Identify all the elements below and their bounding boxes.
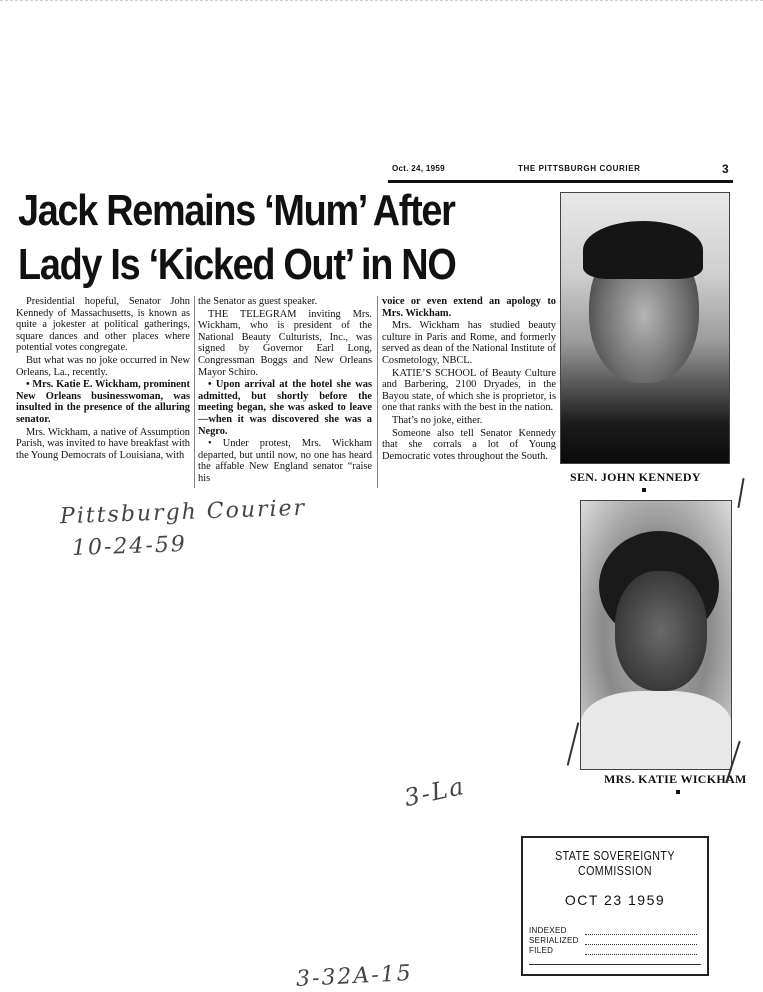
pen-stroke [567, 722, 580, 765]
stamp-filed-label: FILED [529, 946, 554, 955]
portrait-face [615, 571, 707, 691]
article-headline [18, 184, 482, 292]
paragraph: Presidential hopeful, Senator John Kennedy of Massachusetts, is known as quite a jokester at political gatherings, square dances and other places where potential votes congregate. [16, 296, 190, 354]
stamp-field-line [585, 954, 697, 955]
column-divider [377, 296, 378, 488]
stamp-field-line [585, 934, 697, 935]
headline-line-2: Lady Is ‘Kicked Out’ in NO [18, 240, 456, 289]
kennedy-photo-caption: SEN. JOHN KENNEDY [570, 470, 701, 484]
paragraph: But what was no joke occurred in New Orleans, La., recently. [16, 354, 190, 378]
stamp-date: OCT 23 1959 [564, 892, 666, 908]
paragraph: THE TELEGRAM inviting Mrs. Wickham, who is president of the National Beauty Culturists, Inc., was signed by Governor Earl Long, Congressman Boggs and New Orleans Mayor Schiro. [198, 308, 372, 378]
paragraph: Someone also tell Senator Kennedy that she corrals a lot of Young Democratic votes throughout the South. [382, 427, 556, 462]
caption-bullet [642, 488, 646, 492]
portrait-hair [583, 221, 703, 279]
paragraph: • Mrs. Katie E. Wickham, prominent New Orleans businesswoman, was insulted in the presence of the alluring senator. [16, 379, 190, 425]
top-dashed-border [0, 0, 763, 1]
portrait-shoulders [581, 691, 731, 770]
caption-bullet [676, 790, 680, 794]
masthead-page-number: 3 [722, 162, 729, 176]
stamp-bottom-rule [529, 964, 701, 965]
masthead-date: Oct. 24, 1959 [392, 164, 445, 173]
stamp-indexed-label: INDEXED [529, 926, 567, 935]
paragraph: Mrs. Wickham, a native of Assumption Parish, was invited to have breakfast with the Young Democrats of Louisiana, with [16, 426, 190, 461]
column-divider [194, 296, 195, 488]
handwritten-source: Pittsburgh Courier [59, 495, 307, 530]
paragraph: • Under protest, Mrs. Wickham departed, but until now, no one has heard the affable New England senator “raise his [198, 438, 372, 484]
handwritten-date: 10-24-59 [71, 532, 188, 561]
stamp-field-line [585, 944, 697, 945]
paragraph: voice or even extend an apology to Mrs. Wickham. [382, 296, 556, 319]
article-column-2 [198, 296, 372, 486]
pen-stroke [737, 478, 744, 508]
article-column-3 [382, 296, 556, 463]
handwritten-file-mark: 3-La [401, 771, 468, 813]
wickham-photo-caption: MRS. KATIE WICKHAM [604, 772, 747, 786]
masthead-paper-name: THE PITTSBURGH COURIER [518, 164, 641, 173]
paragraph: That’s no joke, either. [392, 414, 483, 426]
paragraph: • Upon arrival at the hotel she was admitted, but shortly before the meeting began, she was asked to leave—when it was discovered she was a Negro. [198, 379, 372, 437]
article-column-1 [16, 296, 190, 462]
stamp-serialized-label: SERIALIZED [529, 936, 579, 945]
commission-stamp [521, 836, 709, 976]
wickham-photo [580, 500, 732, 770]
kennedy-photo [560, 192, 730, 464]
handwritten-serial-number: 3-32A-15 [295, 960, 414, 992]
stamp-title: STATE SOVEREIGNTY COMMISSION [555, 848, 675, 878]
newspaper-masthead [388, 162, 733, 183]
headline-line-1: Jack Remains ‘Mum’ After [18, 186, 455, 235]
paragraph: the Senator as guest speaker. [198, 296, 318, 307]
paragraph: Mrs. Wickham has studied beauty culture in Paris and Rome, and formerly served as dean of the National Institute of Cosmetology, NBCL. [382, 320, 556, 366]
paragraph: KATIE’S SCHOOL of Beauty Culture and Barbering, 2100 Dryades, in the Bayou state, of which she is proprietor, is one that ranks with the best in the nation. [382, 367, 556, 414]
